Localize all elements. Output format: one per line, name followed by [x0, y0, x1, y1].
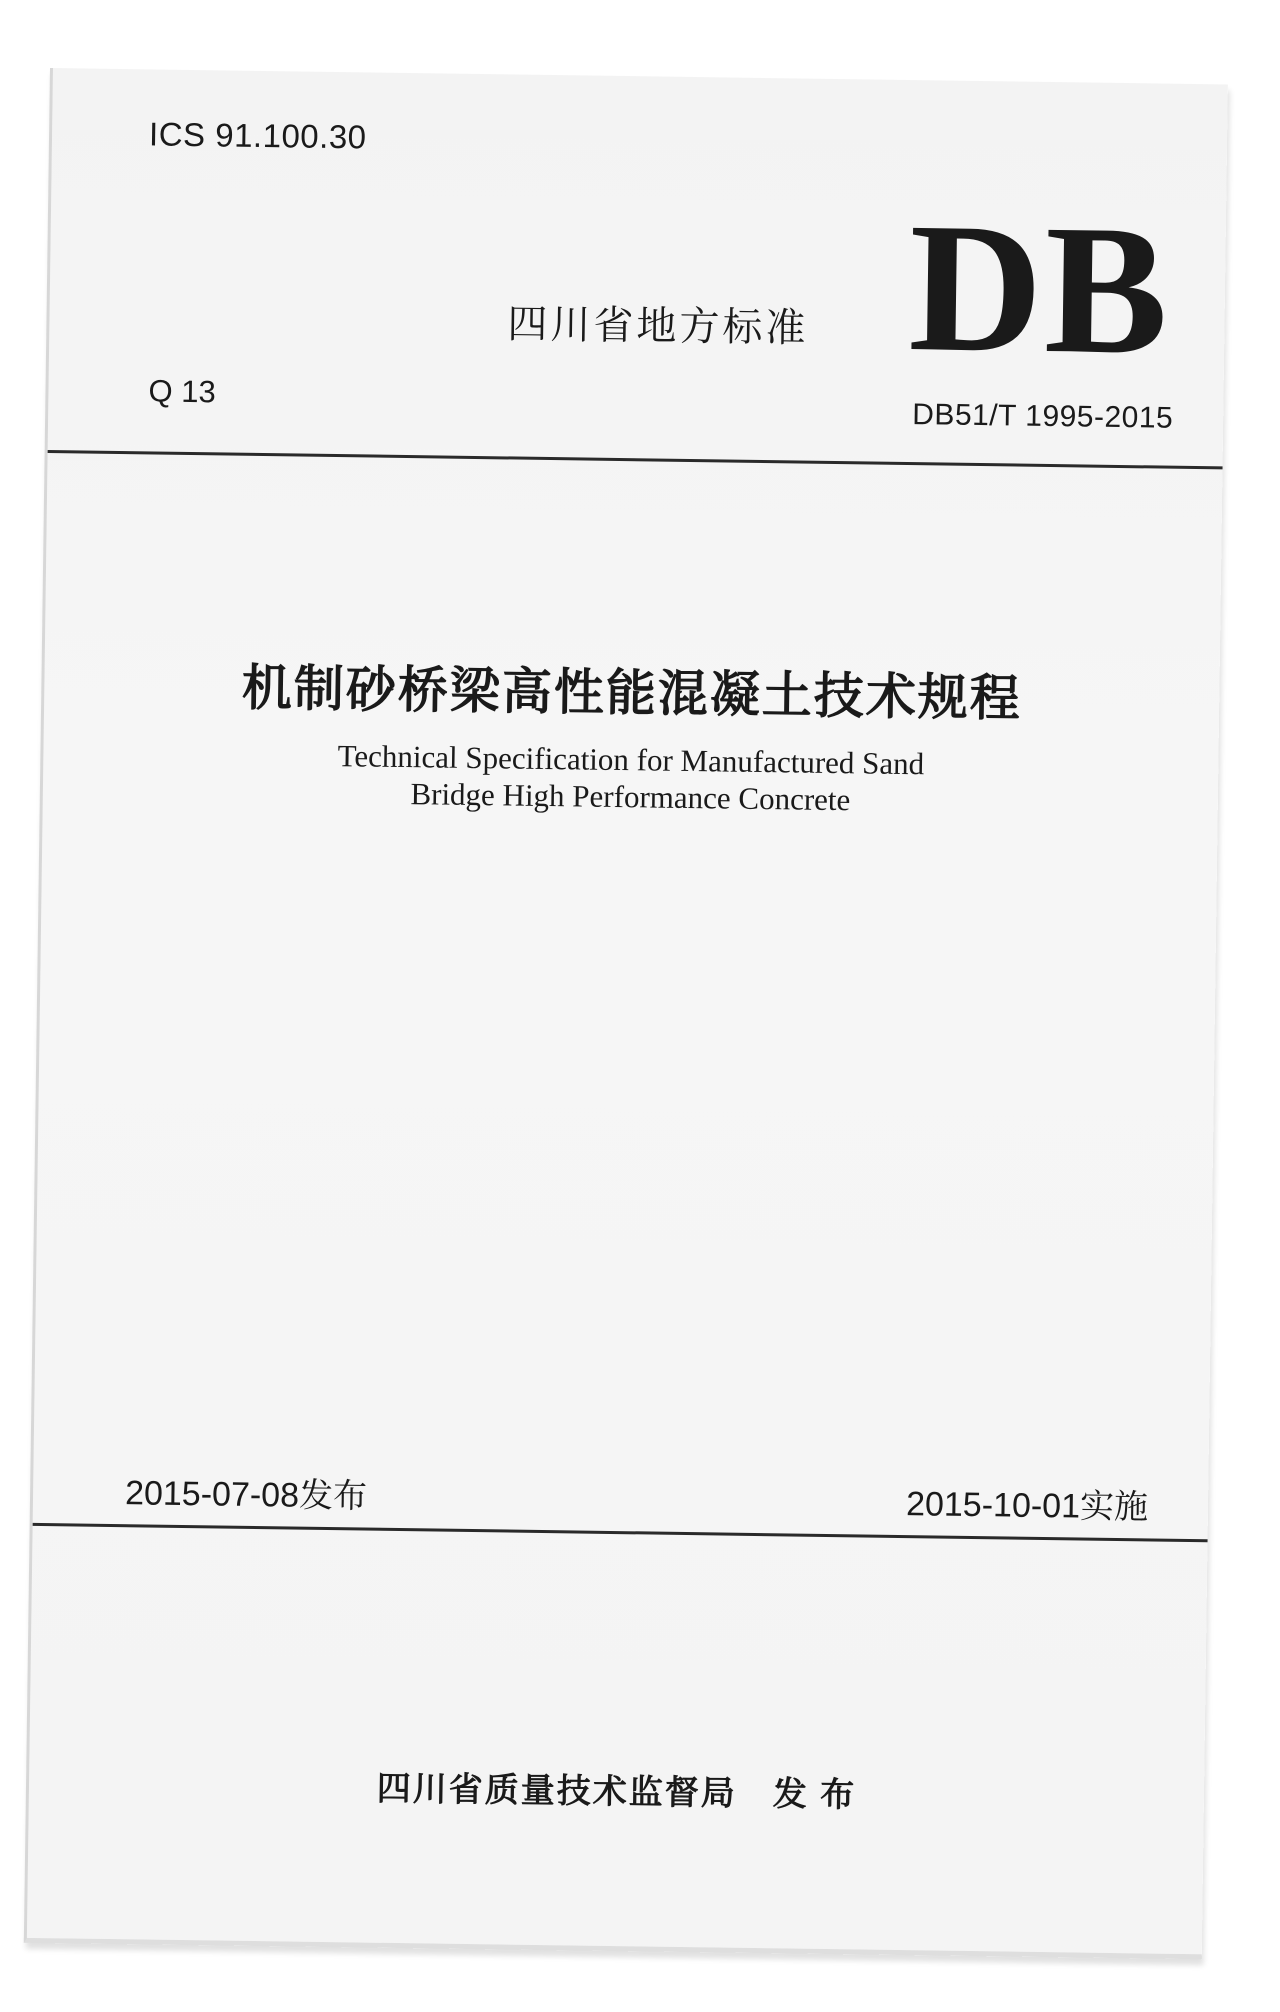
- title-english-line-1: Technical Specification for Manufactured Sand: [337, 738, 925, 782]
- top-divider: [48, 450, 1223, 469]
- title-english-line-2: Bridge High Performance Concrete: [410, 776, 851, 818]
- title-english: [43, 733, 1219, 823]
- implementation-date: 2015-10-01实施: [905, 1485, 1149, 1527]
- issue-date: 2015-07-08发布: [124, 1474, 368, 1516]
- standard-cover: [24, 68, 1228, 1959]
- ics-code: ICS 91.100.30: [148, 115, 367, 156]
- classification-code: Q 13: [148, 373, 216, 410]
- db-logo: DB: [907, 185, 1172, 394]
- standard-category: 四川省地方标准: [507, 302, 809, 351]
- title-chinese: 机制砂桥梁高性能混凝土技术规程: [241, 659, 1023, 727]
- standard-number: DB51/T 1995-2015: [912, 398, 1174, 435]
- publisher: 四川省质量技术监督局 发 布: [376, 1769, 857, 1815]
